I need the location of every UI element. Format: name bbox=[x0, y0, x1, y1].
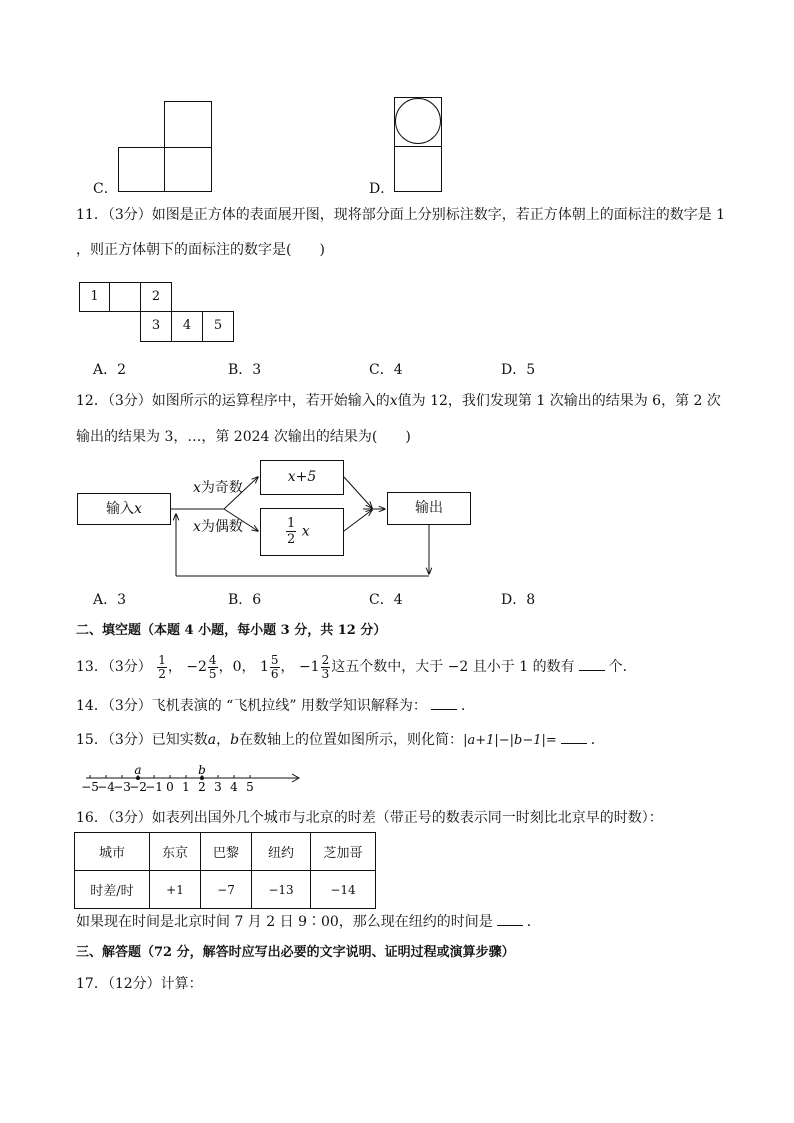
q13-frac2-num: 4 bbox=[208, 652, 217, 667]
q12-option-a[interactable]: A．3 bbox=[93, 592, 127, 608]
net-cell-3: 2 bbox=[140, 282, 172, 312]
q12-text-line2: 输出的结果为 3，…，第 2024 次输出的结果为( ) bbox=[76, 429, 411, 445]
q15-var-b: b bbox=[230, 732, 240, 748]
q15-answer-blank[interactable] bbox=[561, 731, 587, 744]
q13-sep3: ， bbox=[241, 659, 256, 675]
q16-text: 16．（3分）如表列出国外几个城市与北京的时差（带正号的数表示同一时刻比北京早的时数）： bbox=[76, 810, 663, 826]
flow-even-frac-num: 1 bbox=[287, 516, 296, 531]
q14-end: ． bbox=[460, 698, 475, 714]
number-line-tick-label: −2 bbox=[129, 780, 147, 794]
number-line-tick-label: −3 bbox=[113, 780, 131, 794]
q14-answer-blank[interactable] bbox=[431, 697, 457, 710]
q13-sep2: ， bbox=[218, 659, 233, 675]
number-line-tick-label: 4 bbox=[230, 780, 238, 794]
table-header-row bbox=[75, 833, 376, 871]
q15-line bbox=[76, 731, 605, 750]
point-b-label: b bbox=[198, 763, 206, 777]
q12-option-b[interactable]: B．6 bbox=[228, 592, 262, 608]
flow-arrow-to-odd bbox=[224, 477, 258, 509]
q15-expr: |a+1|−|b−1|= bbox=[463, 733, 557, 748]
section2-heading: 二、填空题（本题 4 小题，每小题 3 分，共 12 分） bbox=[76, 623, 387, 638]
flow-odd-cond-var: x bbox=[193, 480, 201, 496]
q15-comma: ， bbox=[216, 732, 231, 748]
q11-text-line2: ，则正方体朝下的面标注的数字是( ) bbox=[76, 242, 325, 258]
q13-num5-whole: −1 bbox=[298, 659, 320, 675]
q13-frac5-den: 3 bbox=[321, 666, 330, 681]
q15-middle: 在数轴上的位置如图所示，则化简： bbox=[239, 732, 464, 748]
q13-frac2-den: 5 bbox=[208, 666, 217, 681]
table-header-cell: 芝加哥 bbox=[311, 833, 376, 871]
q13-num4-whole: 1 bbox=[259, 659, 269, 675]
point-a-label: a bbox=[134, 763, 142, 777]
q15-end: ． bbox=[590, 732, 605, 748]
q13-line bbox=[76, 652, 637, 684]
q14-text: 14．（3分）飞机表演的 “飞机拉线” 用数学知识解释为： bbox=[76, 698, 427, 714]
flow-odd-op: x+5 bbox=[287, 469, 317, 485]
q13-end: 个． bbox=[608, 659, 637, 675]
q13-num2-whole: −2 bbox=[186, 659, 207, 675]
q13-sep1: ， bbox=[167, 659, 182, 675]
number-line-tick-label: −5 bbox=[81, 780, 99, 794]
q11-text-line1: 11．（3分）如图是正方体的表面展开图，现将部分面上分别标注数字，若正方体朝上的面标注的数字是 1 bbox=[76, 207, 726, 223]
q12-line1-part1: 12．（3分）如图所示的运算程序中，若开始输入的 bbox=[76, 393, 390, 409]
table-cell: −13 bbox=[252, 871, 311, 909]
q11-option-a[interactable]: A．2 bbox=[93, 362, 127, 378]
timezone-table bbox=[74, 832, 376, 909]
section3-heading: 三、解答题（72 分，解答时应写出必要的文字说明、证明过程或演算步骤） bbox=[76, 945, 515, 960]
q17-text: 17．（12分）计算： bbox=[76, 976, 203, 992]
q16-end: ． bbox=[526, 914, 541, 930]
q13-frac4 bbox=[270, 654, 280, 681]
flow-odd-cond-label: 为奇数 bbox=[200, 480, 243, 496]
q13-frac5-num: 2 bbox=[321, 652, 330, 667]
q14-line bbox=[76, 697, 475, 715]
table-cell: +1 bbox=[150, 871, 201, 909]
q13-sep4: ， bbox=[280, 659, 295, 675]
flow-even-cond-label: 为偶数 bbox=[200, 519, 243, 535]
net-cell-6: 5 bbox=[202, 311, 234, 342]
q13-frac4-den: 6 bbox=[270, 666, 279, 681]
q13-answer-blank[interactable] bbox=[579, 658, 605, 671]
number-line bbox=[70, 762, 310, 798]
flow-arrow-even-merge bbox=[344, 510, 372, 531]
flow-even-cond-var: x bbox=[193, 519, 201, 535]
number-line-tick-label: 5 bbox=[246, 780, 254, 794]
option-c-label: C． bbox=[93, 181, 118, 197]
table-header-cell: 纽约 bbox=[252, 833, 311, 871]
flow-even-frac-den: 2 bbox=[287, 532, 296, 547]
q13-zero: 0 bbox=[232, 659, 242, 675]
q11-option-c[interactable]: C．4 bbox=[369, 362, 403, 378]
q16-after-line bbox=[76, 913, 541, 931]
table-cell: 时差/时 bbox=[75, 871, 150, 909]
flow-output-label: 输出 bbox=[415, 500, 443, 516]
number-line-tick-label: 1 bbox=[182, 780, 190, 794]
q12-option-d[interactable]: D．8 bbox=[501, 592, 536, 608]
q13-frac1 bbox=[157, 654, 167, 681]
q13-suffix: 这五个数中，大于 −2 且小于 1 的数有 bbox=[331, 659, 575, 675]
number-line-tick-label: 0 bbox=[166, 780, 174, 794]
table-cell: −7 bbox=[201, 871, 252, 909]
q16-answer-blank[interactable] bbox=[497, 913, 523, 926]
q13-frac2 bbox=[208, 654, 218, 681]
q12-x-var: x bbox=[389, 393, 398, 409]
number-line-tick-label: 2 bbox=[198, 780, 206, 794]
q13-frac1-num: 1 bbox=[158, 652, 166, 667]
number-line-tick-label: −4 bbox=[97, 780, 115, 794]
flow-arrow-to-even bbox=[224, 509, 258, 531]
table-header-cell: 城市 bbox=[75, 833, 150, 871]
table-cell: −14 bbox=[311, 871, 376, 909]
flow-input-label: 输入 bbox=[106, 501, 135, 517]
table-header-cell: 东京 bbox=[150, 833, 201, 871]
q13-frac4-num: 5 bbox=[270, 652, 279, 667]
q15-prefix: 15．（3分）已知实数 bbox=[76, 732, 208, 748]
q13-frac1-den: 2 bbox=[158, 666, 166, 681]
net-cell-5: 4 bbox=[171, 311, 203, 342]
net-cell-4: 3 bbox=[140, 311, 172, 342]
q12-line1-part2: 值为 12，我们发现第 1 次输出的结果为 6，第 2 次 bbox=[397, 393, 721, 409]
q12-option-c[interactable]: C．4 bbox=[369, 592, 403, 608]
net-cell-1: 1 bbox=[79, 282, 110, 312]
number-line-tick-label: 3 bbox=[214, 780, 222, 794]
q11-option-d[interactable]: D．5 bbox=[501, 362, 536, 378]
flow-arrow-odd-merge bbox=[344, 477, 372, 508]
table-row bbox=[75, 871, 376, 909]
q13-prefix: 13．（3分） bbox=[76, 659, 152, 675]
flow-even-var: x bbox=[301, 523, 310, 540]
q13-frac5 bbox=[321, 654, 331, 681]
q15-var-a: a bbox=[207, 732, 217, 748]
q11-option-b[interactable]: B．3 bbox=[228, 362, 262, 378]
number-line-tick-label: −1 bbox=[145, 780, 163, 794]
flow-input-var: x bbox=[134, 501, 142, 517]
q16-after-text: 如果现在时间是北京时间 7 月 2 日 9∶00，那么现在纽约的时间是 bbox=[76, 914, 493, 930]
option-d-label: D． bbox=[369, 181, 395, 197]
table-header-cell: 巴黎 bbox=[201, 833, 252, 871]
